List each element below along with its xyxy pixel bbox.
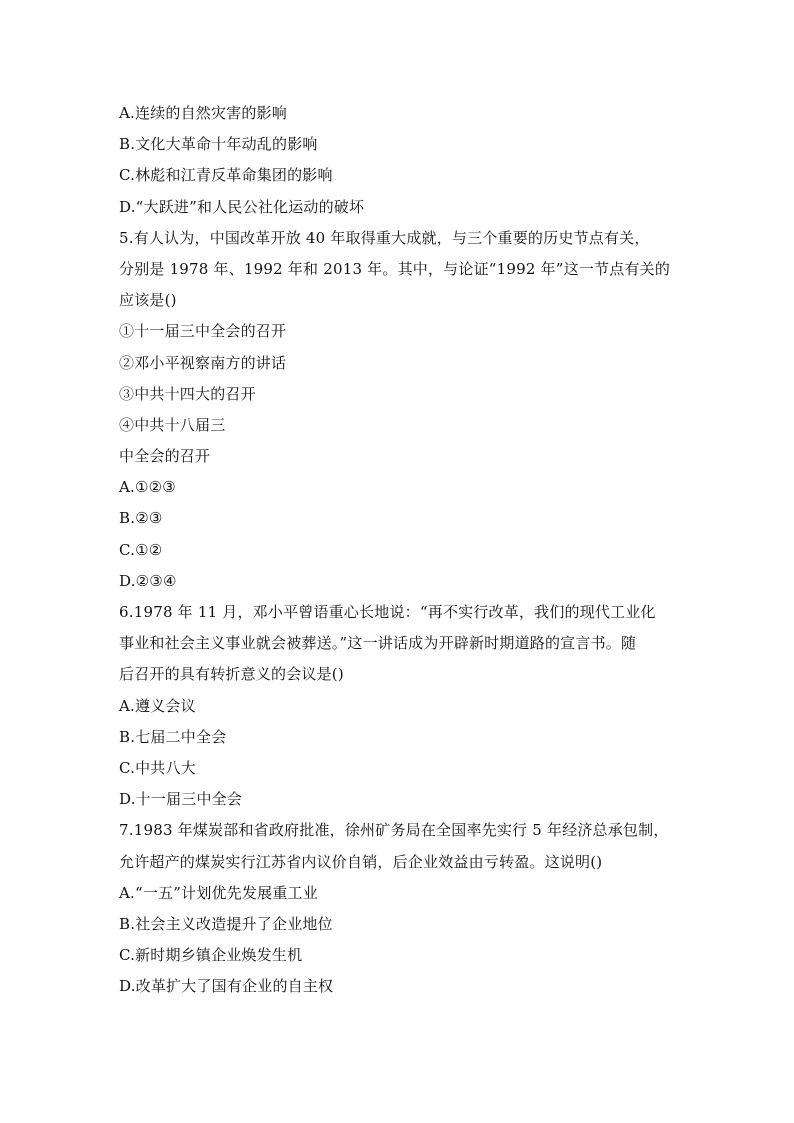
option-line: B.七届二中全会 <box>119 727 227 746</box>
option-line: D.“大跃进”和人民公社化运动的破坏 <box>119 197 365 216</box>
option-line: D.十一届三中全会 <box>119 790 243 809</box>
question-text-block <box>119 98 679 1002</box>
question-stem-line: 事业和社会主义事业就会被葬送。”这一讲话成为开辟新时期道路的宣言书。随 <box>119 634 637 653</box>
question-stem-line: 允许超产的煤炭实行江苏省内议价自销，后企业效益由亏转盈。这说明() <box>119 852 603 871</box>
question-stem-line: 后召开的具有转折意义的会议是() <box>119 665 344 684</box>
option-line: B.②③ <box>119 509 163 528</box>
option-line: C.新时期乡镇企业焕发生机 <box>119 946 303 965</box>
statement-line: 中全会的召开 <box>119 447 211 466</box>
option-line: C.①② <box>119 540 163 559</box>
option-line: B.社会主义改造提升了企业地位 <box>119 914 333 933</box>
option-line: D.改革扩大了国有企业的自主权 <box>119 977 334 996</box>
statement-line: ③中共十四大的召开 <box>119 384 256 403</box>
question-stem-line: 应该是() <box>119 291 177 310</box>
option-line: C.中共八大 <box>119 758 196 777</box>
option-line: D.②③④ <box>119 571 177 590</box>
option-line: C.林彪和江青反革命集团的影响 <box>119 166 333 185</box>
question-stem-line: 7.1983 年煤炭部和省政府批准，徐州矿务局在全国率先实行 5 年经济总承包制， <box>119 821 669 840</box>
question-stem-line: 6.1978 年 11 月，邓小平曾语重心长地说：“再不实行改革，我们的现代工业化 <box>119 603 656 621</box>
statement-line: ②邓小平视察南方的讲话 <box>119 353 287 372</box>
option-line: A.①②③ <box>119 478 176 497</box>
option-line: B.文化大革命十年动乱的影响 <box>119 135 318 154</box>
statement-line: ①十一届三中全会的召开 <box>119 322 287 341</box>
question-stem-line: 分别是 1978 年、1992 年和 2013 年。其中，与论证“1992 年”这一节点有关的 <box>119 259 671 278</box>
question-stem-line: 5.有人认为，中国改革开放 40 年取得重大成就，与三个重要的历史节点有关， <box>119 228 650 247</box>
option-line: A.“一五”计划优先发展重工业 <box>119 883 318 902</box>
statement-line: ④中共十八届三 <box>119 415 226 434</box>
option-line: A.遵义会议 <box>119 696 196 715</box>
option-line: A.连续的自然灾害的影响 <box>119 104 288 122</box>
